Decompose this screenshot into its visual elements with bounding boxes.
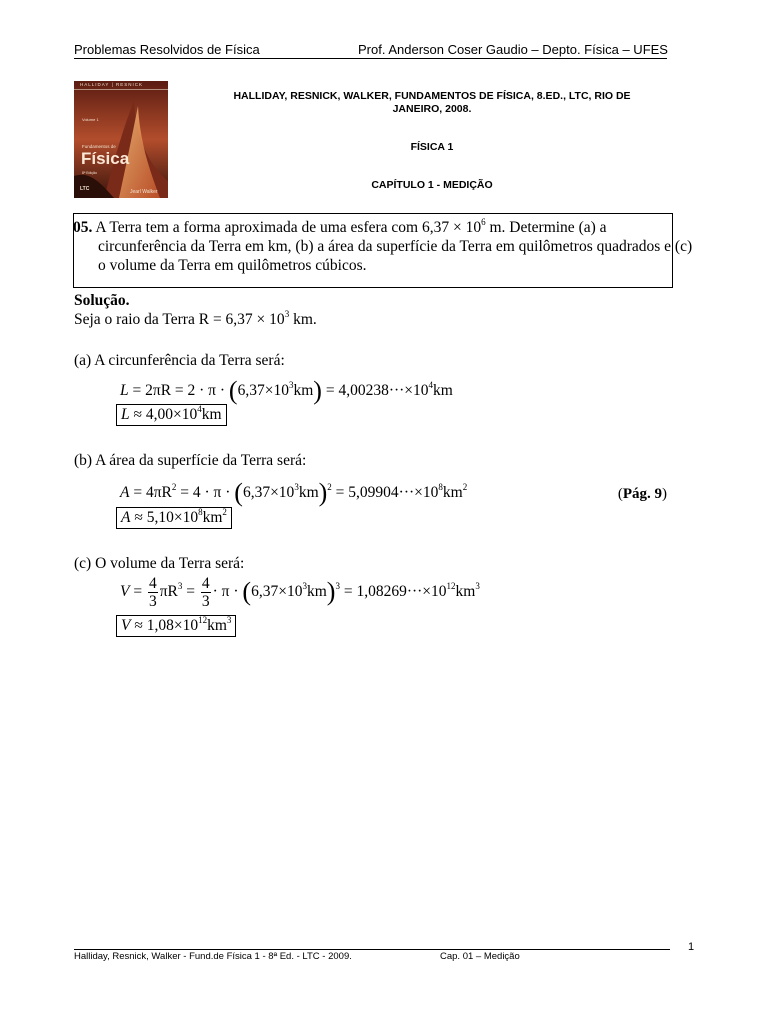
page-reference: (Pág. 9) (617, 486, 667, 502)
solution-intro: Seja o raio da Terra $R = 6,37 \times 10^3$ km. (74, 309, 317, 328)
part-b-label: (b) A área da superfície da Terra será: (74, 452, 307, 469)
part-c-equation: V = $\frac{4}{3}$ $\pi R^3$ = $\frac{4}{3}$ · $\pi \cdot (6,37\times 10^3km)^3 = 1,08269\cdot\cdot\cdot\times 10^{12}km^3$ (120, 575, 480, 610)
footer-reference: Halliday, Resnick, Walker - Fund.de Física 1 - 8ª Ed. - LTC - 2009. (74, 951, 352, 962)
part-c-label: (c) O volume da Terra será: (74, 555, 245, 572)
running-header-left: Problemas Resolvidos de Física (74, 42, 260, 57)
problem-line-3: o volume da Terra em quilômetros cúbicos. (98, 257, 367, 274)
problem-line-2: circunferência da Terra em km, (b) a área da superfície da Terra em quilômetros quadrados e (c) (98, 238, 693, 255)
volume-title: FÍSICA 1 (410, 141, 454, 153)
problem-line-1: A Terra tem a forma aproximada de uma esfera com $6,37 \times 10^6$ m. Determine (a) a (95, 217, 607, 236)
cover-title-small: Fundamentos de (82, 144, 116, 149)
cover-volume: Volume 1 (82, 117, 99, 122)
footer-chapter: Cap. 01 – Medição (440, 951, 520, 962)
cover-author: Jearl Walker (130, 189, 158, 195)
bibliography-line-1: HALLIDAY, RESNICK, WALKER, FUNDAMENTOS DE FÍSICA, 8.ED., LTC, RIO DE (233, 90, 631, 102)
bibliography-reference (198, 90, 666, 116)
part-a-equation: $L = 2\pi R = 2 \cdot \pi \cdot (6,37\times 10^3km) = 4,00238\cdot\cdot\cdot\times 10^4km$ (120, 376, 453, 405)
book-cover-image (74, 81, 168, 198)
part-b-answer: $A \approx 5,10\times 10^8km^2$ (116, 507, 232, 529)
footer-rule (74, 949, 670, 950)
cover-top-text: HALLIDAY | RESNICK (80, 82, 144, 87)
running-header-right: Prof. Anderson Coser Gaudio – Depto. Física – UFES (358, 42, 668, 57)
page-number: 1 (688, 941, 695, 953)
solution-heading: Solução. (74, 292, 130, 309)
bibliography-line-2: JANEIRO, 2008. (392, 103, 472, 115)
part-a-label: (a) A circunferência da Terra será: (74, 352, 285, 369)
chapter-title: CAPÍTULO 1 - MEDIÇÃO (371, 179, 493, 191)
page-reference-label: Pág. 9 (622, 486, 662, 502)
cover-publisher: LTC (80, 186, 90, 192)
part-c-answer: $V \approx 1,08\times 10^{12}km^3$ (116, 615, 236, 637)
part-b-equation: $A = 4\pi R^2 = 4 \cdot \pi \cdot (6,37\times 10^3km)^2 = 5,09904\cdot\cdot\cdot\times 10^8km^2$ (120, 478, 468, 507)
header-rule (74, 58, 667, 59)
problem-number: 05. (73, 219, 93, 236)
part-a-answer: $L \approx 4,00\times 10^4km$ (116, 404, 227, 426)
cover-title: Física (81, 149, 130, 168)
cover-edition: 8ª Edição (82, 171, 97, 175)
